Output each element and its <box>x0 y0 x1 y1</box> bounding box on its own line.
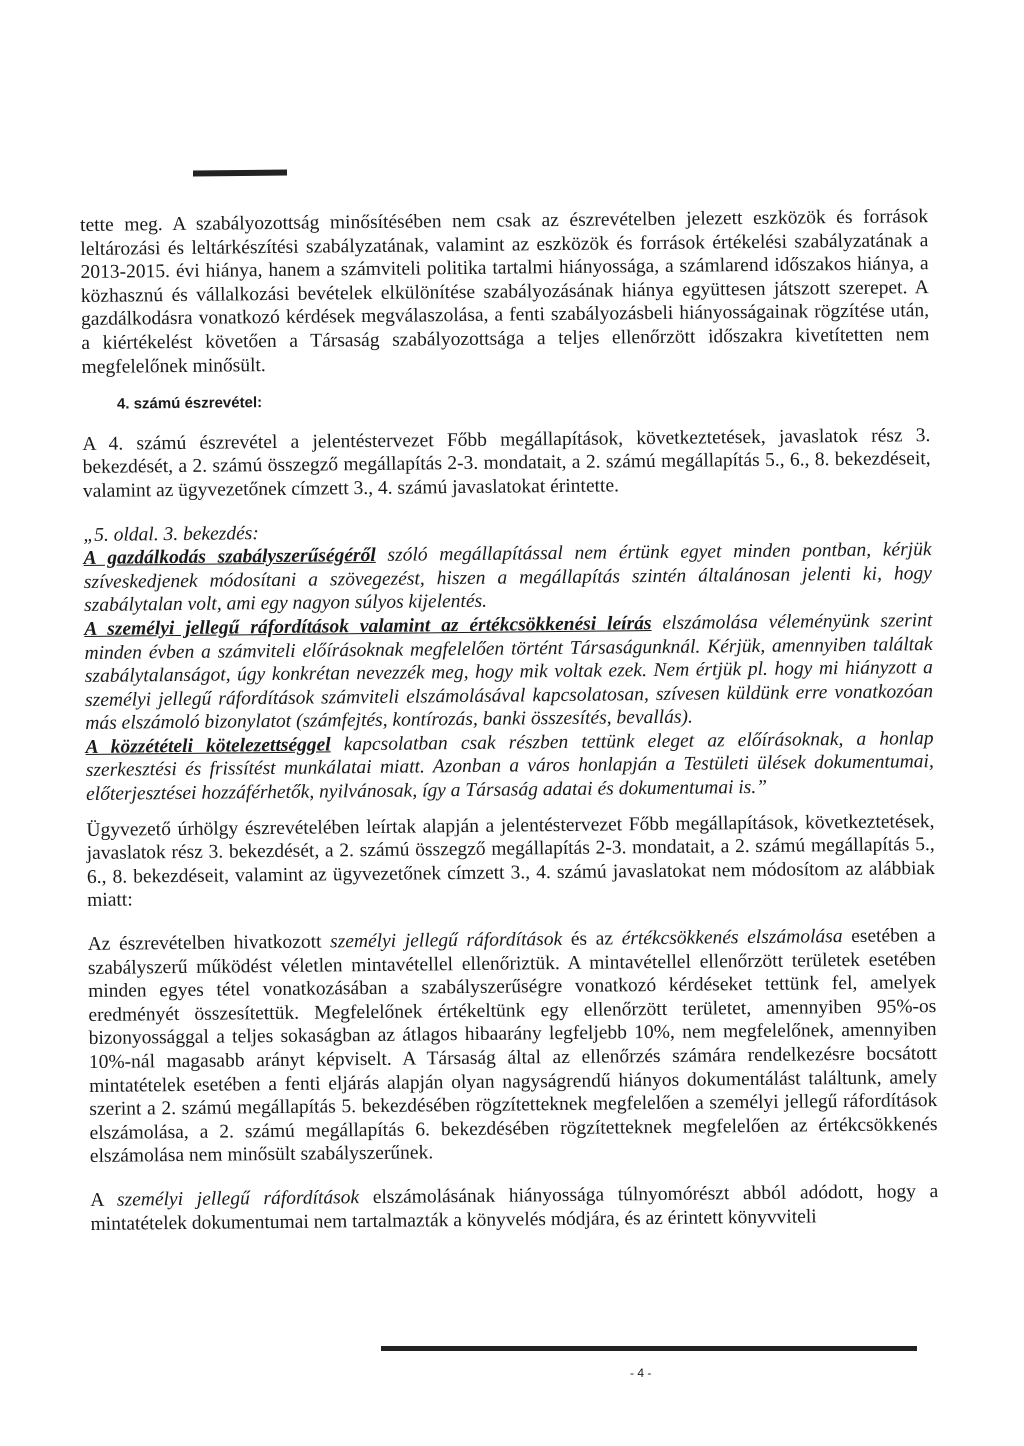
reason-paragraph-1 <box>88 924 938 1169</box>
reason-p1-term-1: személyi jellegű ráfordítások <box>329 929 563 953</box>
reason-p1-text-a: Az észrevételben hivatkozott <box>87 931 331 955</box>
reason-p2-text-a: A <box>90 1189 118 1211</box>
intro-paragraph: tette meg. A szabályozottság minősítésében nem csak az észrevételben jelezett eszközök és források leltározási és leltárkészítési szabályzatának, valamint az eszközök és források értékelési szabályzatának a 2013-2015. évi hiánya, hanem a számviteli politika tartalmi hiányossága, a számlarend időszakos hiánya, a közhasznú és vállalkozási bevételek elkülönítése szabályozásának hiánya együttesen játszott szerepet. A gazdálkodásra vonatkozó kérdések megválaszolása, a fenti szabályozásbeli hiányosságainak rögzítése után, a kiértékelést követően a Társaság szabályozottsága a teljes ellenőrzött időszakra kivetítetten nem megfelelőnek minősült. <box>80 206 930 378</box>
quote-p1-lead: A gazdálkodás szabályszerűségéről <box>83 545 376 570</box>
reason-p1-text-b: és az <box>562 928 622 951</box>
quote-p1-text: szóló megállapítással nem értünk egyet minden pontban, kérjük szíveskedjenek módosítani a szövegezést, hiszen a megállapítás szintén általánosan jelenti ki, hogy szabálytalan volt, ami egy nagyon súlyos kijelentés. <box>83 539 932 617</box>
header-rule <box>193 170 287 177</box>
quoted-objection <box>83 515 934 807</box>
quote-paragraph-2 <box>84 609 933 736</box>
quote-p2-lead: A személyi jellegű ráfordítások valamint az értékcsökkenési leírás <box>84 612 652 640</box>
reason-p2-text-b: elszámolásának hiányossága túlnyomórészt abból adódott, hogy a mintatételek dokumentumai nem tartalmazták a könyvelés módjára, és az érintett könyvviteli <box>90 1181 939 1235</box>
section-intro-paragraph: A 4. számú észrevétel a jelentéstervezet Főbb megállapítások, következtetések, javaslatok rész 3. bekezdését, a 2. számú összegző megállapítás 2-3. mondatait, a 2. számú megállapítás 5., 6., 8. bekezdéseit, valamint az ügyvezetőnek címzett 3., 4. számú javaslatokat érintette. <box>82 424 931 502</box>
quote-paragraph-1 <box>83 538 932 618</box>
reason-p1-text-c: esetében a szabályszerű működést véletlen mintavétellel ellenőriztük. A mintavétellel ellenőrzött területek esetében minden egyes tétel vonatkozásában a szabályszerűségre vonatkozó kérdéseket tettünk fel, amelyek eredményét összesítettük. Megfelelőnek értékeltünk egy ellenőrzött területet, amennyiben 95%-os bizonyossággal a teljes sokaságban az átlagos hibaarány legfeljebb 10%, nem megfelelőnek, amennyiben 10%-nál magasabb arányt képviselt. A Társaság által az ellenőrzés számára rendelkezésre bocsátott mintatételek esetében a fenti eljárás alapján olyan nagyságrendű hiányos dokumentálást találtunk, amely szerint a 2. számú megállapítás 5. bekezdésében rögzítetteknek megfelelően a személyi jellegű ráfordítások elszámolása, a 2. számú megállapítás 6. bekezdésében rögzítetteknek megfelelően az értékcsökkenés elszámolása nem minősült szabályszerűnek. <box>87 925 938 1168</box>
quote-p3-lead: A közzétételi kötelezettséggel <box>85 734 331 758</box>
quote-p3-text: kapcsolatban csak részben tettünk eleget az előírásoknak, a honlap szerkesztési és frissítést munkálatai miatt. Azonban a város honlapján a Testületi ülések dokumentumai, előterjesztései hozzáférhetők, nyilvánosak, így a Társaság adatai és dokumentumai is.” <box>85 727 934 806</box>
quote-paragraph-3 <box>85 727 934 807</box>
reason-paragraph-2 <box>90 1180 938 1236</box>
document-body <box>80 205 939 1236</box>
quote-p2-text: elszámolása véleményünk szerint minden évben a számviteli előírásoknak megfelelően történt Társaságunknál. Kérjük, amennyiben találtak szabálytalanságot, úgy konkrétan nevezzék meg, hogy mik voltak ezek. Nem értjük pl. hogy mi hiányzott a személyi jellegű ráfordítások számviteli elszámolásával kapcsolatosan, szívesen küldünk erre vonatkozóan más elszámoló bizonylatot (számfejtés, kontírozás, banki összesítés, bevallás). <box>84 610 934 735</box>
page-number: - 4 - <box>630 1366 652 1380</box>
reason-p1-term-2: értékcsökkenés elszámolása <box>621 926 843 950</box>
response-paragraph: Ügyvezető úrhölgy észrevételében leírtak alapján a jelentéstervezet Főbb megállapítások, következtetések, javaslatok rész 3. bekezdését, a 2. számú összegző megállapítás 2-3. mondatait, a 2. számú megállapítás 5., 6., 8. bekezdéseit, valamint az ügyvezetőnek címzett 3., 4. számú javaslatokat nem módosítom az alábbiak miatt: <box>86 810 936 912</box>
footer-rule <box>381 1346 917 1351</box>
quote-reference: „5. oldal. 3. bekezdés: <box>83 522 259 546</box>
reason-p2-term: személyi jellegű ráfordítások <box>116 1187 360 1211</box>
section-heading: 4. számú észrevétel: <box>116 394 263 413</box>
